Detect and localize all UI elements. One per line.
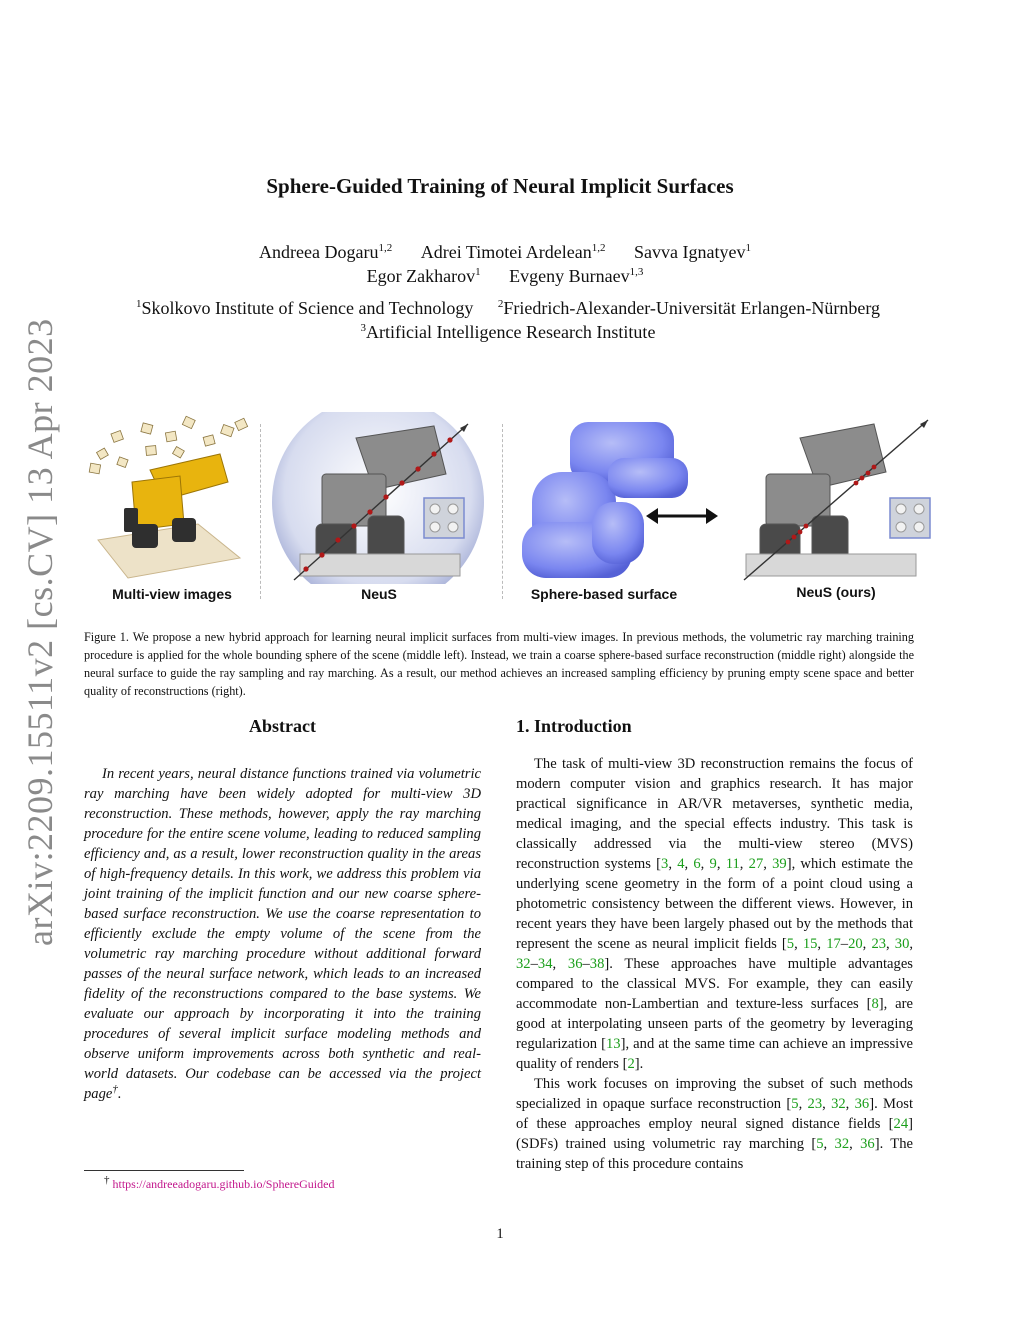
- panel-label-sphere-surface: Sphere-based surface: [530, 586, 678, 602]
- author-name: Evgeny Burnaev$^{1,3}$: [509, 266, 644, 286]
- lego-stud-inset: [424, 498, 464, 538]
- panel-label-neus: NeuS: [361, 586, 397, 602]
- sphere-based-surface-illustration: [512, 412, 730, 584]
- panel-label-multi-view: Multi-view images: [112, 586, 232, 602]
- affiliation: $^3$Artificial Intelligence Research Institute: [360, 322, 656, 342]
- citation-link[interactable]: 27: [748, 856, 764, 872]
- abstract-heading: Abstract: [249, 716, 316, 736]
- affiliation-list: [0, 296, 1016, 344]
- citation-link[interactable]: 13: [605, 1036, 621, 1052]
- citation-link[interactable]: 36: [860, 1136, 875, 1152]
- citation-link[interactable]: 34: [537, 956, 553, 972]
- affiliation: $^1$Skolkovo Institute of Science and Technology: [135, 298, 474, 318]
- neus-illustration: [270, 412, 488, 584]
- abstract-text: In recent years, neural distance functions trained via volumetric ray marching have been widely adopted for multi-view 3D reconstruction. These methods, however, apply the ray marching procedure for the entire scene volume, leading to reduced sampling efficiency and, as a result, lower reconstruction quality in the areas of high-frequency details. In this work, we address this problem via joint training of the implicit function and our new coarse sphere-based surface reconstruction. We use the coarse representation to efficiently exclude the empty volume of the scene from the volumetric ray marching procedure without additional forward passes of the neural surface network, which leads to an increased fidelity of the reconstructions compared to the base systems. We evaluate our approach by incorporating it into the training procedures of several implicit surface modeling methods and observe uniform improvements across both synthetic and real-world datasets. Our codebase can be accessed via the project page†.: [84, 766, 481, 1102]
- introduction-heading: 1. Introduction: [516, 716, 632, 736]
- abstract-column: [84, 716, 481, 1104]
- citation-link[interactable]: 3: [661, 856, 669, 872]
- page-number: 1: [496, 1226, 504, 1242]
- citation-link[interactable]: 38: [589, 956, 605, 972]
- author-name: Egor Zakharov$^1$: [366, 266, 481, 286]
- citation-link[interactable]: 23: [871, 936, 887, 952]
- project-page-link[interactable]: https://andreeadogaru.github.io/SphereGuided: [112, 1177, 335, 1191]
- footnote-marker: †: [112, 1083, 118, 1096]
- citation-link[interactable]: 8: [871, 996, 879, 1012]
- citation-link[interactable]: 5: [786, 936, 795, 952]
- citation-link[interactable]: 32: [831, 1096, 846, 1112]
- citation-link[interactable]: 23: [807, 1096, 823, 1112]
- teaser-figure: [88, 412, 936, 612]
- panel-divider: [502, 424, 503, 599]
- affiliation: $^2$Friedrich-Alexander-Universität Erlangen-Nürnberg: [497, 298, 881, 318]
- author-name: Savva Ignatyev$^1$: [633, 242, 751, 262]
- introduction-column: [516, 716, 913, 1174]
- citation-link[interactable]: 4: [677, 856, 685, 872]
- neus-ours-illustration: [736, 412, 936, 584]
- citation-link[interactable]: 36: [854, 1096, 870, 1112]
- citation-link[interactable]: 20: [848, 936, 863, 952]
- panel-divider: [260, 424, 261, 599]
- citation-link[interactable]: 11: [725, 856, 740, 872]
- citation-link[interactable]: 5: [791, 1096, 799, 1112]
- lego-stud-inset: [890, 498, 930, 538]
- camera-thumbnails: [89, 416, 247, 474]
- arxiv-identifier-stamp: arXiv:2209.15511v2 [cs.CV] 13 Apr 2023: [20, 318, 60, 946]
- introduction-paragraph: The task of multi-view 3D reconstruction remains the focus of modern computer vision and graphics research. It has major practical significance in AR/VR metaverses, synthetic media, medical imaging, and the special effects industry. This task is classically addressed via the multi-view stereo (MVS) reconstruction systems [3, 4, 6, 9, 11, 27, 39], which estimate the underlying scene geometry in the form of a point cloud using a photometric consistency between the different views. However, in recent years they have been largely phased out by the methods that represent the scene as neural implicit fields [5, 15, 17–20, 23, 30, 32–34, 36–38]. These approaches have multiple advantages compared to the classical MVS. For example, they can easily accommodate non-Lambertian and texture-less surfaces [8], are good at interpolating unseen parts of the geometry by leveraging regularization [13], and at the same time can achieve an impressive quality of renders [2].: [516, 756, 914, 1072]
- citation-link[interactable]: 2: [627, 1056, 635, 1072]
- citation-link[interactable]: 15: [802, 936, 818, 952]
- introduction-text: [516, 754, 913, 1174]
- citation-link[interactable]: 32: [516, 956, 531, 972]
- author-name: Andreea Dogaru$^{1,2}$: [259, 242, 393, 262]
- citation-link[interactable]: 30: [894, 936, 910, 952]
- citation-link[interactable]: 17: [826, 936, 841, 952]
- footnote-rule: [84, 1170, 244, 1171]
- paper-title: Sphere-Guided Training of Neural Implicit Surfaces: [266, 174, 734, 198]
- panel-label-neus-ours: NeuS (ours): [796, 584, 876, 600]
- citation-link[interactable]: 24: [893, 1116, 909, 1132]
- footnote: † https://andreeadogaru.github.io/SphereGuided: [104, 1174, 335, 1191]
- citation-link[interactable]: 39: [772, 856, 787, 872]
- citation-link[interactable]: 9: [709, 856, 717, 872]
- multi-view-images-illustration: [88, 412, 256, 584]
- figure-caption: Figure 1. We propose a new hybrid approach for learning neural implicit surfaces from multi-view images. In previous methods, the volumetric ray marching training procedure is applied for the whole bounding sphere of the scene (middle left). Instead, we train a coarse sphere-based surface reconstruction (middle right) alongside the neural surface to guide the ray sampling and ray marching. As a result, our method achieves an increased sampling efficiency by pruning empty scene space and better quality of reconstructions (right).: [84, 630, 914, 698]
- author-name: Adrei Timotei Ardelean$^{1,2}$: [420, 242, 606, 262]
- citation-link[interactable]: 36: [567, 956, 583, 972]
- citation-link[interactable]: 5: [816, 1136, 824, 1152]
- citation-link[interactable]: 32: [834, 1136, 850, 1152]
- comparison-arrow: [646, 508, 718, 524]
- introduction-paragraph: This work focuses on improving the subset of such methods specialized in opaque surface reconstruction [5, 23, 32, 36]. Most of these approaches employ neural signed distance fields [24] (SDFs) trained using volumetric ray marching [5, 32, 36]. The training step of this procedure contains: [516, 1076, 914, 1172]
- author-list: [0, 240, 1010, 288]
- citation-link[interactable]: 6: [693, 856, 701, 872]
